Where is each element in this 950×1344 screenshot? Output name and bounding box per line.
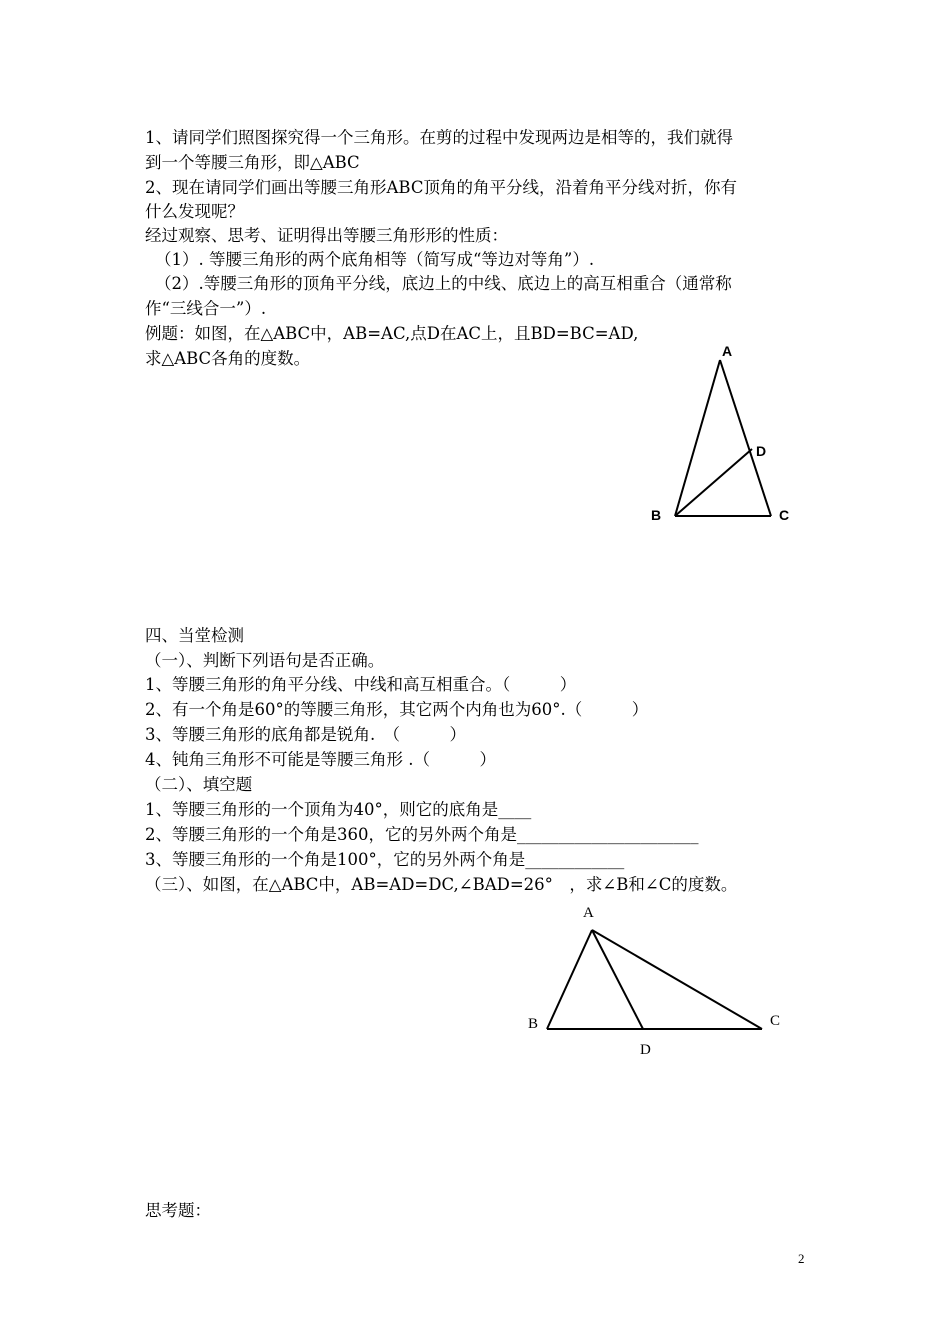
- fig1-segment-bd: [675, 449, 752, 516]
- fig2-label-c: C: [770, 1013, 781, 1029]
- judge-question-1: 1、等腰三角形的角平分线、中线和高互相重合。（ ）: [145, 675, 577, 694]
- fig1-label-c: C: [779, 507, 790, 523]
- judge-section-title: （一）、判断下列语句是否正确。: [145, 651, 385, 670]
- fig2-label-a: A: [583, 905, 594, 921]
- page-number: 2: [798, 1251, 805, 1266]
- paragraph-1-line-2: 到一个等腰三角形，即△ABC: [145, 153, 360, 172]
- think-question-heading: 思考题：: [145, 1201, 211, 1220]
- paragraph-1-line-1: 1、请同学们照图探究得一个三角形。在剪的过程中发现两边是相等的，我们就得: [145, 128, 733, 147]
- judge-question-2: 2、有一个角是60°的等腰三角形，其它两个内角也为60°.（ ）: [145, 700, 649, 719]
- judge-question-3: 3、等腰三角形的底角都是锐角. （ ）: [145, 725, 466, 744]
- fig1-side-ac: [720, 360, 771, 516]
- property-2-line-1: （2）.等腰三角形的顶角平分线，底边上的中线、底边上的高互相重合（通常称: [155, 274, 732, 293]
- fig2-label-d: D: [640, 1042, 651, 1058]
- fig1-side-ab: [675, 360, 720, 516]
- properties-intro: 经过观察、思考、证明得出等腰三角形形的性质：: [145, 226, 508, 245]
- fill-section-title: （二）、填空题: [145, 775, 253, 794]
- paragraph-2-line-1: 2、现在请同学们画出等腰三角形ABC顶角的角平分线，沿着角平分线对折，你有: [145, 178, 737, 197]
- property-2-line-2: 作“三线合一”）.: [145, 299, 267, 318]
- fig1-label-a: A: [722, 343, 733, 359]
- example-line-2: 求△ABC各角的度数。: [145, 349, 311, 368]
- fig2-side-ab: [547, 930, 592, 1029]
- figure-question: （三）、如图，在△ABC中，AB=AD=DC,∠BAD=26° ，求∠B和∠C的度数。: [145, 875, 738, 894]
- fig1-label-b: B: [651, 507, 662, 523]
- fig1-label-d: D: [756, 443, 767, 459]
- section-4-title: 四、当堂检测: [145, 626, 244, 645]
- property-1: （1）. 等腰三角形的两个底角相等（简写成“等边对等角”）.: [155, 250, 595, 269]
- fill-question-1: 1、等腰三角形的一个顶角为40°，则它的底角是____: [145, 800, 532, 819]
- example-line-1: 例题：如图，在△ABC中，AB=AC,点D在AC上，且BD=BC=AD,: [145, 324, 639, 343]
- judge-question-4: 4、钝角三角形不可能是等腰三角形 .（ ）: [145, 750, 496, 769]
- paragraph-2-line-2: 什么发现呢？: [145, 202, 244, 221]
- fig2-label-b: B: [528, 1016, 539, 1032]
- fill-question-2: 2、等腰三角形的一个角是360，它的另外两个角是______________________: [145, 825, 699, 844]
- fill-question-3: 3、等腰三角形的一个角是100°，它的另外两个角是____________: [145, 850, 625, 869]
